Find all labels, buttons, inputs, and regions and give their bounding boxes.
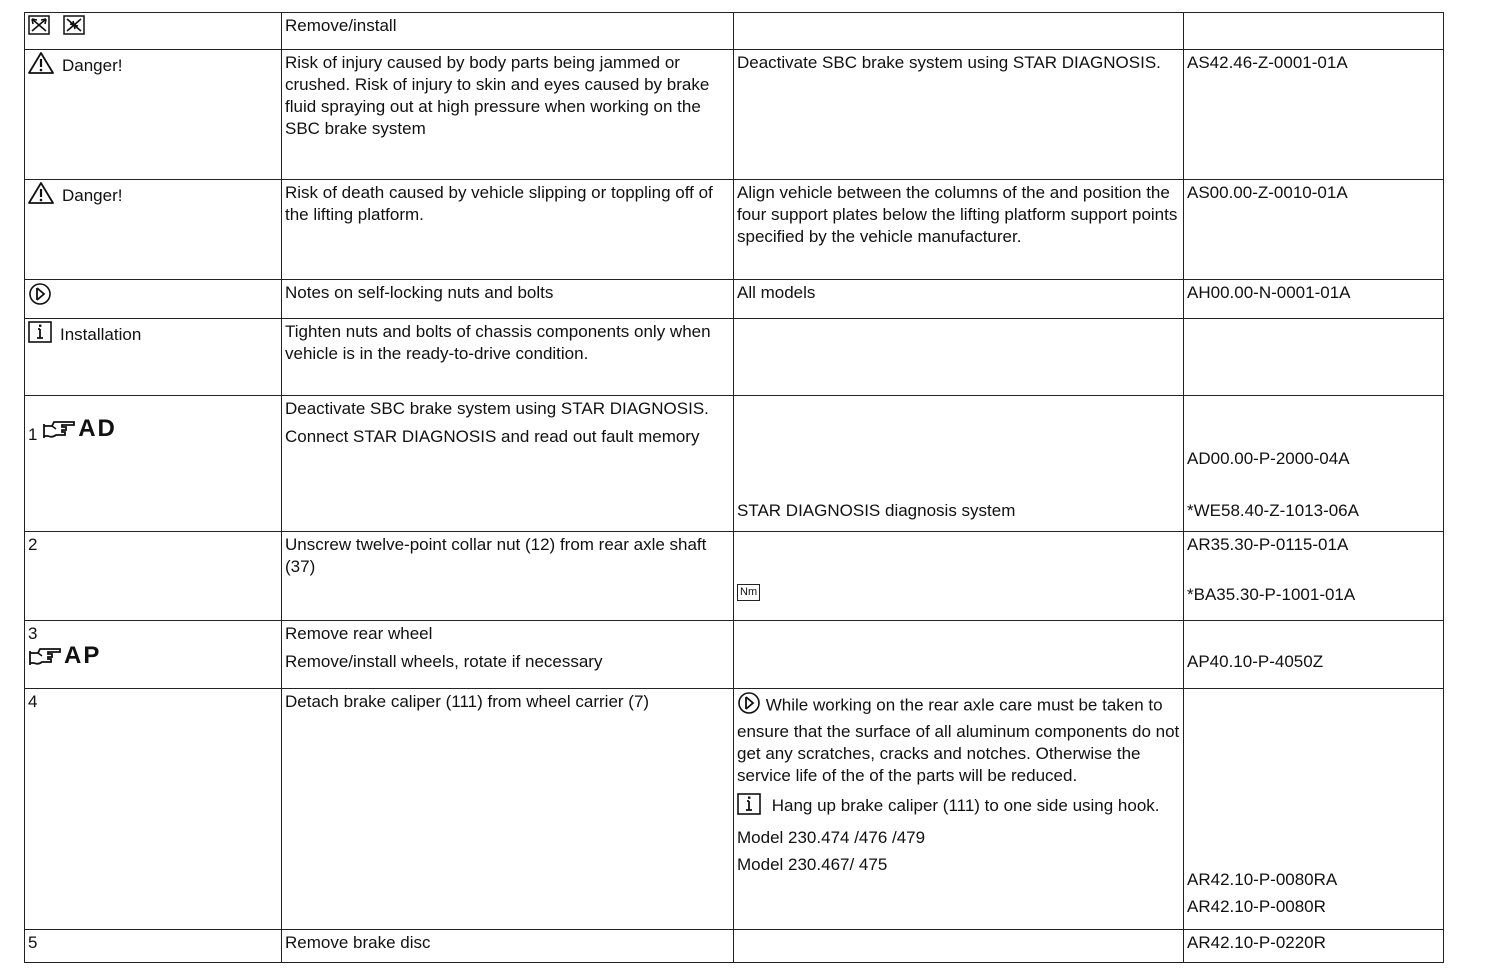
note-cell bbox=[734, 532, 1184, 621]
reference-cell bbox=[1184, 689, 1444, 930]
reference-cell bbox=[1184, 621, 1444, 689]
reference-link[interactable]: *WE58.40-Z-1013-06A bbox=[1187, 501, 1359, 520]
reference-cell bbox=[1184, 930, 1444, 963]
reference-link[interactable]: AP40.10-P-4050Z bbox=[1187, 652, 1324, 671]
reference-cell bbox=[1184, 13, 1444, 50]
hand-pointer-code: AP bbox=[28, 645, 101, 667]
danger-label: Danger! bbox=[62, 186, 123, 205]
description-cell: Deactivate SBC brake system using STAR DIAGNOSIS. Connect STAR DIAGNOSIS and read out fault memory bbox=[282, 396, 734, 532]
description-cell: Notes on self-locking nuts and bolts bbox=[282, 280, 734, 319]
table-row bbox=[25, 180, 1444, 280]
table-row bbox=[25, 621, 1444, 689]
reference-link[interactable]: AR42.10-P-0220R bbox=[1187, 933, 1326, 952]
note-cell: Align vehicle between the columns of the and position the four support plates below the lifting platform support points specified by the vehicle manufacturer. bbox=[734, 180, 1184, 280]
description-cell: Tighten nuts and bolts of chassis components only when vehicle is in the ready-to-drive condition. bbox=[282, 319, 734, 396]
reference-link[interactable]: AR35.30-P-0115-01A bbox=[1187, 535, 1349, 554]
step-cell bbox=[25, 689, 282, 930]
note-cell bbox=[734, 13, 1184, 50]
torque-nm-icon: Nm bbox=[737, 584, 760, 601]
reference-link[interactable]: AD00.00-P-2000-04A bbox=[1187, 449, 1350, 468]
table-row bbox=[25, 13, 1444, 50]
note-cell: STAR DIAGNOSIS diagnosis system bbox=[734, 396, 1184, 532]
reference-cell bbox=[1184, 396, 1444, 532]
reference-cell bbox=[1184, 50, 1444, 180]
icon-cell bbox=[25, 280, 282, 319]
step-cell bbox=[25, 930, 282, 963]
table-row bbox=[25, 689, 1444, 930]
warning-triangle-icon bbox=[28, 182, 54, 210]
install-icon bbox=[63, 15, 85, 41]
reference-link[interactable]: *BA35.30-P-1001-01A bbox=[1187, 585, 1356, 604]
description-cell: Remove brake disc bbox=[282, 930, 734, 963]
remove-icon bbox=[28, 15, 50, 41]
icon-cell bbox=[25, 319, 282, 396]
reference-cell bbox=[1184, 280, 1444, 319]
icon-cell bbox=[25, 50, 282, 180]
step-number: 4 bbox=[28, 692, 38, 711]
reference-cell bbox=[1184, 319, 1444, 396]
procedure-table bbox=[24, 12, 1444, 963]
step-cell bbox=[25, 396, 282, 532]
description-cell: Risk of death caused by vehicle slipping or toppling off of the lifting platform. bbox=[282, 180, 734, 280]
icon-cell bbox=[25, 13, 282, 50]
table-row bbox=[25, 50, 1444, 180]
note-cell: While working on the rear axle care must be taken to ensure that the surface of all aluminum components do not get any scratches, cracks and notches. Otherwise the service life of the of the parts will be reduced. Hang up brake caliper (111) to one side using hook. Model 230.474 /476 /479 Model 230.467/ 475 bbox=[734, 689, 1184, 930]
reference-link[interactable]: AH00.00-N-0001-01A bbox=[1187, 283, 1351, 302]
step-number: 5 bbox=[28, 933, 38, 952]
step-cell bbox=[25, 621, 282, 689]
note-cell bbox=[734, 621, 1184, 689]
hand-pointer-icon bbox=[42, 418, 76, 440]
reference-link[interactable]: AR42.10-P-0080R bbox=[1187, 897, 1326, 916]
reference-cell bbox=[1184, 532, 1444, 621]
step-number: 1 bbox=[28, 425, 38, 444]
hand-pointer-icon bbox=[28, 645, 62, 667]
table-row bbox=[25, 930, 1444, 963]
table-row bbox=[25, 280, 1444, 319]
reference-link[interactable]: AR42.10-P-0080RA bbox=[1187, 870, 1338, 889]
note-paragraph: Hang up brake caliper (111) to one side using hook. bbox=[737, 793, 1180, 821]
description-cell: Remove/install bbox=[282, 13, 734, 50]
warning-triangle-icon bbox=[28, 52, 54, 80]
installation-label: Installation bbox=[60, 325, 142, 344]
note-arrow-icon bbox=[737, 691, 761, 721]
step-number: 2 bbox=[28, 535, 38, 554]
step-number: 3 bbox=[28, 624, 38, 643]
table-row bbox=[25, 319, 1444, 396]
table-row bbox=[25, 532, 1444, 621]
note-cell: All models bbox=[734, 280, 1184, 319]
description-cell: Remove rear wheel Remove/install wheels, rotate if necessary bbox=[282, 621, 734, 689]
reference-link[interactable]: AS00.00-Z-0010-01A bbox=[1187, 183, 1348, 202]
reference-link[interactable]: AS42.46-Z-0001-01A bbox=[1187, 53, 1348, 72]
hand-pointer-code: AD bbox=[42, 418, 117, 440]
note-cell: Deactivate SBC brake system using STAR DIAGNOSIS. bbox=[734, 50, 1184, 180]
note-paragraph: While working on the rear axle care must be taken to ensure that the surface of all aluminum components do not get any scratches, cracks and notches. Otherwise the service life of the of the parts will be reduced. bbox=[737, 691, 1180, 787]
description-cell: Unscrew twelve-point collar nut (12) from rear axle shaft (37) bbox=[282, 532, 734, 621]
info-box-icon bbox=[737, 793, 761, 821]
danger-label: Danger! bbox=[62, 56, 123, 75]
note-cell bbox=[734, 319, 1184, 396]
note-arrow-icon bbox=[28, 282, 52, 312]
description-cell: Risk of injury caused by body parts being jammed or crushed. Risk of injury to skin and eyes caused by brake fluid spraying out at high pressure when working on the SBC brake system bbox=[282, 50, 734, 180]
table-row bbox=[25, 396, 1444, 532]
description-cell: Detach brake caliper (111) from wheel carrier (7) bbox=[282, 689, 734, 930]
info-box-icon bbox=[28, 321, 52, 349]
icon-cell bbox=[25, 180, 282, 280]
note-cell bbox=[734, 930, 1184, 963]
step-cell bbox=[25, 532, 282, 621]
reference-cell bbox=[1184, 180, 1444, 280]
